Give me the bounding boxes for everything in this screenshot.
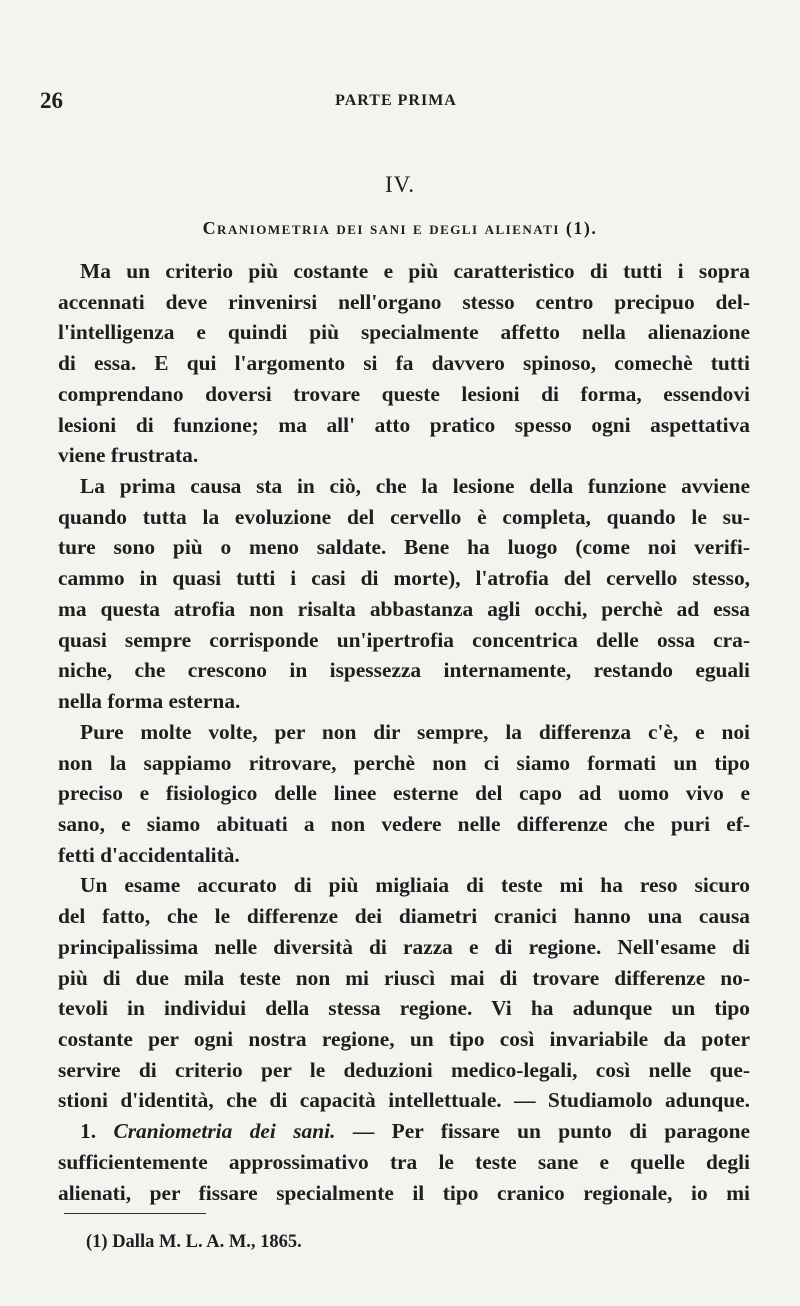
text-line: viene frustrata. xyxy=(58,443,199,468)
text-line: sano, e siamo abituati a non vedere nelle differenze che puri ef- xyxy=(58,811,750,836)
text-line: l'intelligenza e quindi più specialmente affetto nella alienazione xyxy=(58,320,750,345)
text-line: La prima causa sta in ciò, che la lesione della funzione avviene xyxy=(80,474,750,499)
text-line: tevoli in individui della stessa regione. Vi ha adunque un tipo xyxy=(58,996,750,1021)
text-line: più di due mila teste non mi riuscì mai di trovare differenze no- xyxy=(58,965,750,990)
chapter-number: IV. xyxy=(384,172,416,197)
page-header xyxy=(40,88,752,118)
text-line: Pure molte volte, per non dir sempre, la differenza c'è, e noi xyxy=(80,719,750,744)
text-line: lesioni di funzione; ma all' atto pratico spesso ogni aspettativa xyxy=(58,412,750,437)
text-line: servire di criterio per le deduzioni medico-legali, così nelle que- xyxy=(58,1057,750,1082)
text-line: ma questa atrofia non risalta abbastanza agli occhi, perchè ad essa xyxy=(58,596,750,621)
text-line: comprendano doversi trovare queste lesioni di forma, essendovi xyxy=(58,381,750,406)
footnote-rule xyxy=(64,1213,206,1214)
section-heading: Craniometria dei sani. xyxy=(113,1119,336,1144)
text-line: quando tutta la evoluzione del cervello è completa, quando le su- xyxy=(58,504,750,529)
text-line xyxy=(58,1116,750,1147)
text-line: principalissima nelle diversità di razza e di regione. Nell'esame di xyxy=(58,934,750,959)
text-line: sufficientemente approssimativo tra le teste sane e quelle degli xyxy=(58,1149,750,1174)
running-head: PARTE PRIMA xyxy=(335,92,457,109)
text-line: alienati, per fissare specialmente il tipo cranico regionale, io mi xyxy=(58,1180,750,1205)
text-line: fetti d'accidentalità. xyxy=(58,842,240,867)
text-line: Un esame accurato di più migliaia di teste mi ha reso sicuro xyxy=(80,873,750,898)
section-text: — Per fissare un punto di paragone xyxy=(335,1119,750,1144)
text-line: ture sono più o meno saldate. Bene ha luogo (come noi verifi- xyxy=(58,535,750,560)
text-line: Ma un criterio più costante e più caratteristico di tutti i sopra xyxy=(80,259,750,283)
text-line: nella forma esterna. xyxy=(58,689,241,714)
text-line: del fatto, che le differenze dei diametri cranici hanno una causa xyxy=(58,904,750,929)
text-line: accennati deve rinvenirsi nell'organo stesso centro precipuo del- xyxy=(58,289,750,314)
text-line: non la sappiamo ritrovare, perchè non ci siamo formati un tipo xyxy=(58,750,750,775)
text-line: stioni d'identità, che di capacità intellettuale. — Studiamolo adunque. xyxy=(58,1088,750,1113)
text-line: preciso e fisiologico delle linee esterne del capo ad uomo vivo e xyxy=(58,781,750,806)
body-text xyxy=(58,256,750,1208)
section-number: 1. xyxy=(80,1119,114,1144)
footnote: (1) Dalla M. L. A. M., 1865. xyxy=(86,1232,302,1252)
text-line: cammo in quasi tutti i casi di morte), l'atrofia del cervello stesso, xyxy=(58,566,750,591)
text-line: di essa. E qui l'argomento si fa davvero spinoso, comechè tutti xyxy=(58,351,750,376)
text-line: quasi sempre corrisponde un'ipertrofia concentrica delle ossa cra- xyxy=(58,627,750,652)
text-line: costante per ogni nostra regione, un tipo così invariabile da poter xyxy=(58,1026,750,1051)
text-line: niche, che crescono in ispessezza internamente, restando eguali xyxy=(58,658,750,683)
chapter-title: Craniometria dei sani e degli alienati (1). xyxy=(202,218,598,238)
page-number: 26 xyxy=(40,88,63,113)
